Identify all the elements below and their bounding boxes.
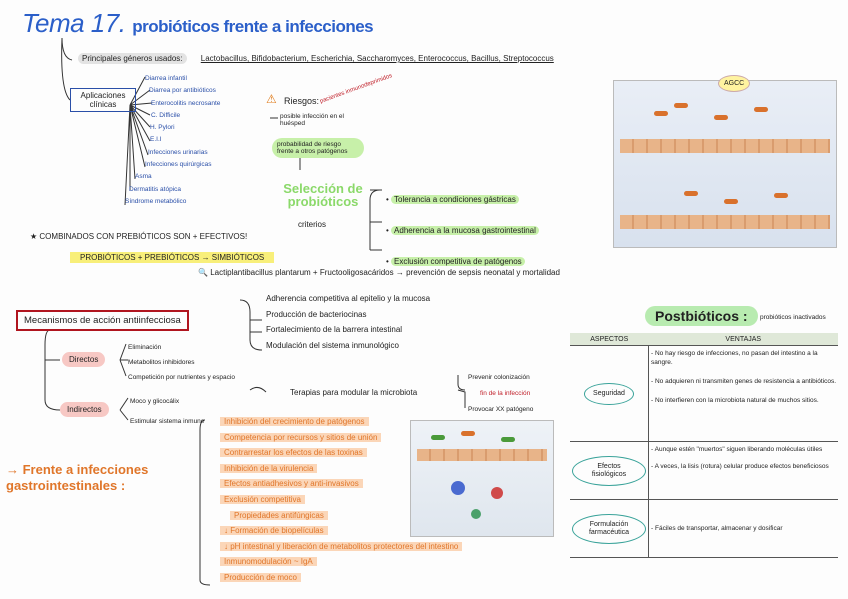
clinical-item: C. Difficile: [151, 111, 181, 119]
mechanism-item: Producción de bacteriocinas: [266, 309, 367, 319]
figure-gut-epithelium-2: [410, 420, 554, 537]
gastro-label: → Frente a infecciones gastrointestinales :: [6, 462, 149, 493]
clinical-label: Aplicaciones clínicas: [70, 88, 136, 112]
risks-increase: probabilidad de riesgo frente a otros patógenos: [272, 138, 364, 158]
mechanism-item: Modulación del sistema inmunológico: [266, 340, 399, 350]
therapy-item: fin de la infección: [480, 390, 531, 397]
direct-item: Metabolitos inhibidores: [128, 359, 195, 366]
clinical-item: Diarrea por antibióticos: [149, 87, 216, 95]
lactiplanti: 🔍 Lactiplantibacillus plantarum + Fructooligosacáridos → prevención de sepsis neonatal y mortalidad: [198, 268, 560, 277]
criterion-item: • Adherencia a la mucosa gastrointestinal: [386, 215, 539, 246]
table-row: Seguridad - No hay riesgo de infecciones, no pasan del intestino a la sangre. - No adquieren ni transmiten genes de resistencia a antibióticos. - No interfieren con la microbiota natural de muchos sitios.: [570, 346, 838, 442]
mechanisms-title: Mecanismos de acción antiinfecciosa: [16, 310, 189, 331]
selection-subtitle: criterios: [298, 220, 327, 229]
risks-possible: posible infección en el huésped: [280, 113, 344, 127]
table-row: Formulación farmacéutica - Fáciles de transportar, almacenar y dosificar: [570, 500, 838, 558]
gastro-item: ↓ Formación de biopelículas: [220, 526, 328, 535]
criterion-item: • Tolerancia a condiciones gástricas: [386, 184, 539, 215]
clinical-item: H. Pylori: [150, 124, 175, 132]
clinical-item: Enterocolitis necrosante: [151, 99, 221, 107]
genera-row: [78, 54, 554, 63]
clinical-list: [125, 73, 221, 208]
mechanism-item: Fortalecimiento de la barrera intestinal: [266, 325, 403, 334]
indirect-label: Indirectos: [60, 402, 109, 417]
direct-items: [128, 340, 235, 385]
postbiotics-subtitle: probióticos inactivados: [760, 314, 826, 321]
mechanism-item: Adherencia competitiva al epitelio y la mucosa: [266, 294, 431, 303]
indirect-item: Estimular sistema inmune: [130, 418, 205, 425]
gastro-item: Exclusión competitiva: [220, 495, 305, 504]
table-header: ASPECTOS: [570, 333, 649, 346]
criterion-item: • Exclusión competitiva de patógenos: [386, 246, 539, 277]
gastro-item: Propiedades antifúngicas: [230, 511, 328, 520]
therapies-text: Terapias para modular la microbiota: [290, 388, 418, 397]
indirect-item: Moco y glicocálix: [130, 398, 180, 405]
advantage-item: No interfieren con la microbiota natural de muchos sitios.: [654, 397, 819, 404]
clinical-item: E.I.I: [150, 136, 162, 144]
combined-text: ★ COMBINADOS CON PREBIÓTICOS SON + EFECTIVOS!: [30, 232, 248, 241]
combined-formula: PROBIÓTICOS + PREBIÓTICOS → SIMBIÓTICOS: [70, 252, 274, 263]
indirect-items: [130, 392, 204, 432]
gastro-item: Contrarrestar los efectos de las toxinas: [220, 448, 367, 457]
aspect-oval: Seguridad: [584, 383, 634, 405]
gastro-item: Efectos antiadhesivos y anti-invasivos: [220, 479, 363, 488]
clinical-item: Síndrome metabólico: [125, 197, 187, 205]
table-header: VENTAJAS: [649, 333, 839, 346]
aspect-oval: Efectos fisiológicos: [572, 456, 646, 486]
clinical-item: Asma: [135, 173, 152, 181]
advantage-item: No adquieren ni transmiten genes de resistencia a antibióticos.: [654, 378, 837, 385]
aspect-oval: Formulación farmacéutica: [572, 514, 646, 544]
direct-item: Competición por nutrientes y espacio: [128, 374, 235, 381]
risks-note: pacientes inmunodeprimidos: [319, 73, 394, 105]
advantage-item: No hay riesgo de infecciones, no pasan del intestino a la sangre.: [651, 350, 818, 366]
warning-icon: ⚠: [266, 92, 277, 106]
gastro-item: Inmunomodulación ~ IgA: [220, 557, 317, 566]
gastro-item: Competencia por recursos y sitios de unión: [220, 433, 381, 442]
therapy-item: Prevenir colonización: [468, 374, 530, 381]
gastro-item: Producción de moco: [220, 573, 301, 582]
postbiotics-title: Postbióticos :: [645, 306, 758, 326]
figure-gut-epithelium-1: [613, 80, 837, 248]
title-main: Tema 17.: [22, 8, 126, 38]
advantage-item: Aunque estén "muertos" siguen liberando moléculas útiles: [654, 446, 823, 453]
selection-title: Selección de probióticos: [283, 181, 363, 209]
risks-label: Riesgos:: [284, 96, 320, 106]
clinical-item: Infecciones urinarias: [148, 148, 208, 156]
selection-criteria: [386, 184, 539, 277]
direct-label: Directos: [62, 352, 105, 367]
advantage-item: A veces, la lisis (rotura) celular produce efectos beneficiosos: [654, 463, 829, 470]
genera-label: Principales géneros usados:: [78, 53, 187, 64]
clinical-item: Diarrea infantil: [145, 75, 187, 82]
advantage-item: Fáciles de transportar, almacenar y dosificar: [654, 525, 783, 532]
direct-item: Eliminación: [128, 344, 162, 351]
agcc-label: AGCC: [718, 75, 750, 92]
gastro-item: Inhibición de la virulencia: [220, 464, 317, 473]
therapies-items: [468, 370, 533, 418]
postbiotics-table: [570, 333, 838, 558]
gastro-item: ↓ pH intestinal y liberación de metabolitos protectores del intestino: [220, 542, 462, 551]
clinical-item: Infecciones quirúrgicas: [145, 161, 212, 169]
genera-items: Lactobacillus, Bifidobacterium, Escherichia, Saccharomyces, Enterococcus, Bacillus, Streptococcus: [200, 54, 554, 63]
gastro-item: Inhibición del crecimiento de patógenos: [220, 417, 369, 426]
therapy-item: Provocar XX patógeno: [468, 406, 534, 413]
table-row: Efectos fisiológicos - Aunque estén "muertos" siguen liberando moléculas útiles - A veces, la lisis (rotura) celular produce efectos beneficiosos: [570, 442, 838, 500]
clinical-item: Dermatitis atópica: [129, 185, 182, 193]
mechanisms-list: [266, 291, 430, 353]
title-sub: probióticos frente a infecciones: [132, 17, 374, 36]
